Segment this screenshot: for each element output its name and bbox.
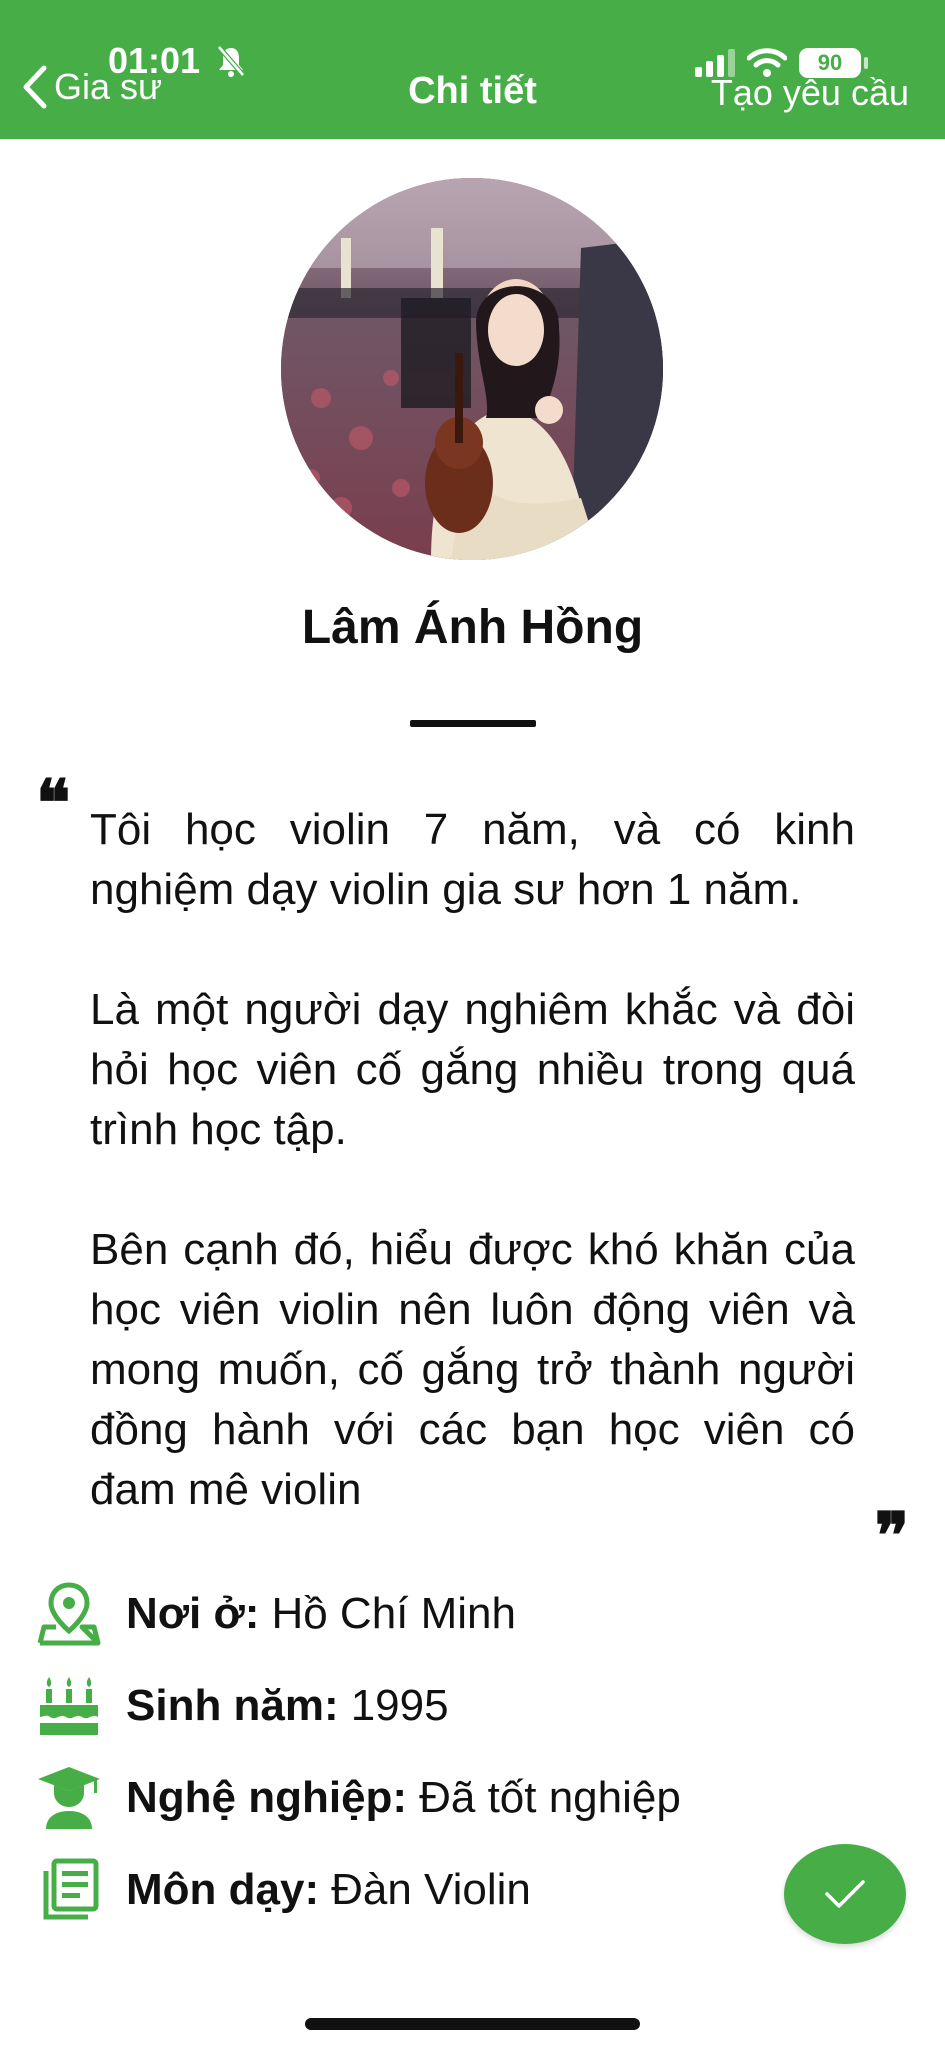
- subject-value: Đàn Violin: [331, 1865, 531, 1914]
- residence-label: Nơi ở:: [126, 1589, 260, 1638]
- tutor-avatar: [281, 178, 663, 560]
- info-occupation: [36, 1752, 836, 1844]
- create-request-button[interactable]: Tạo yêu cầu: [710, 72, 909, 113]
- close-quote-icon: ❞: [874, 1499, 909, 1574]
- bio-paragraph: Là một người dạy nghiêm khắc và đòi hỏi học viên cố gắng nhiều trong quá trình học tập.: [90, 985, 855, 1154]
- top-bar: [0, 0, 945, 139]
- bio-paragraph: Bên cạnh đó, hiểu được khó khăn của học viên violin nên luôn động viên và mong muốn, cố gắng trở thành người đồng hành với các bạn học viên có đam mê violin: [90, 1225, 855, 1514]
- page-title: Chi tiết: [408, 70, 537, 112]
- document-list-icon: [36, 1857, 102, 1923]
- info-birth-year: [36, 1660, 836, 1752]
- battery-indicator: 90: [799, 48, 861, 78]
- open-quote-icon: ❝: [36, 766, 71, 841]
- checkmark-icon: [823, 1876, 867, 1912]
- graduate-icon: [36, 1765, 102, 1831]
- birthday-cake-icon: [36, 1673, 102, 1739]
- status-time: 01:01: [108, 40, 201, 81]
- occupation-label: Nghệ nghiệp:: [126, 1773, 408, 1822]
- tutor-photo: [281, 178, 663, 560]
- bio-paragraph: Tôi học violin 7 năm, và có kinh nghiệm dạy violin gia sư hơn 1 năm.: [90, 805, 855, 914]
- location-pin-icon: [36, 1581, 102, 1647]
- tutor-name: Lâm Ánh Hồng: [301, 601, 644, 654]
- birth-year-label: Sinh năm:: [126, 1681, 339, 1730]
- occupation-value: Đã tốt nghiệp: [419, 1773, 681, 1822]
- tutor-bio: [90, 800, 855, 1520]
- home-indicator[interactable]: [305, 2018, 640, 2030]
- info-residence: [36, 1568, 836, 1660]
- confirm-button[interactable]: [784, 1844, 906, 1944]
- residence-value: Hồ Chí Minh: [271, 1589, 516, 1638]
- tutor-info-list: [36, 1568, 836, 1936]
- divider: [410, 720, 536, 727]
- info-subject: [36, 1844, 836, 1936]
- birth-year-value: 1995: [350, 1681, 449, 1730]
- subject-label: Môn dạy:: [126, 1865, 320, 1914]
- back-label: Gia sư: [54, 66, 163, 107]
